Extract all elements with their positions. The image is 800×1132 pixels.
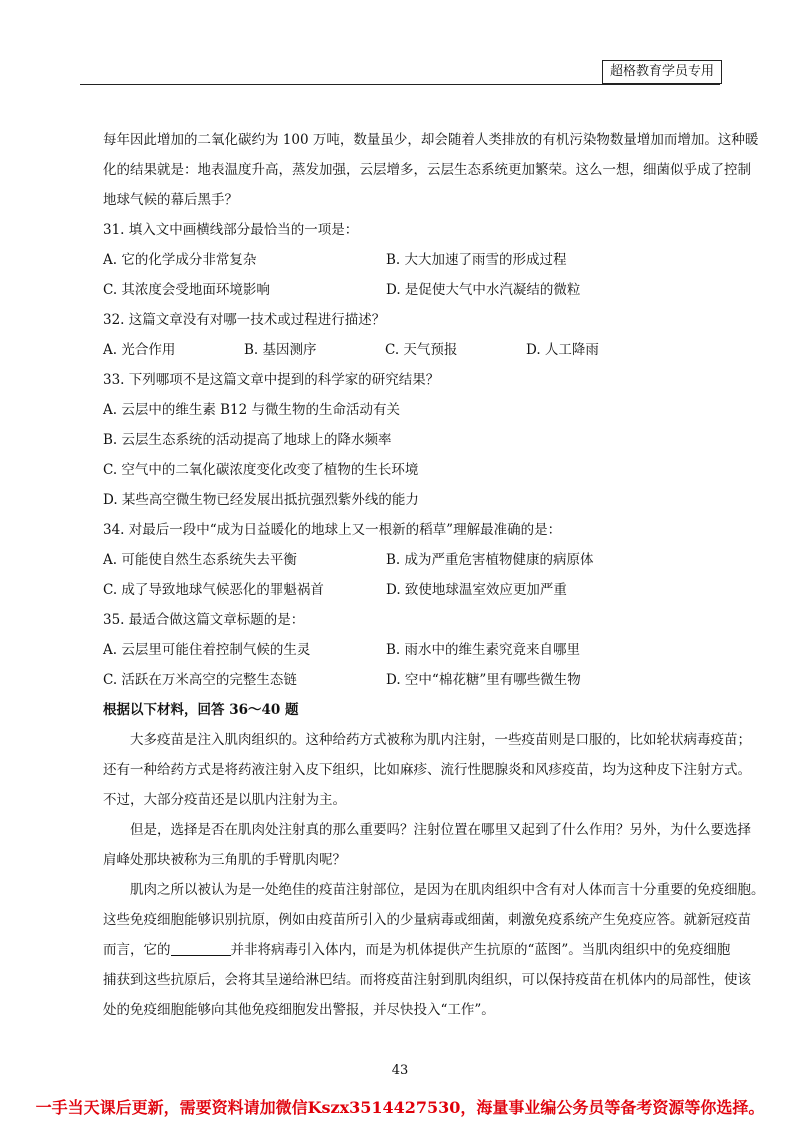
- passage2-line: 不过，大部分疫苗还是以肌内注射为主。: [103, 792, 346, 808]
- text-after-blank: 并非将病毒引入体内，而是为机体提供产生抗原的“蓝图”。当肌肉组织中的免疫细胞: [230, 942, 731, 958]
- option-c: C. 活跃在万米高空的完整生态链: [103, 672, 297, 688]
- passage2-line: 但是，选择是否在肌肉处注射真的那么重要吗？注射位置在哪里又起到了什么作用？另外，为什么要选择: [130, 822, 751, 838]
- question-31-options-row: [103, 245, 723, 275]
- option-b: B. 雨水中的维生素究竟来自哪里: [386, 642, 581, 658]
- option-d: D. 是促使大气中水汽凝结的微粒: [386, 282, 581, 298]
- option-b: B. 大大加速了雨雪的形成过程: [386, 252, 567, 268]
- passage2-line: 还有一种给药方式是将药液注射入皮下组织，比如麻疹、流行性腮腺炎和风疹疫苗，均为这种皮下注射方式。: [103, 762, 751, 778]
- option-d: D. 致使地球温室效应更加严重: [386, 582, 567, 598]
- passage2-line: 肌肉之所以被认为是一处绝佳的疫苗注射部位，是因为在肌肉组织中含有对人体而言十分重要的免疫细胞。: [130, 882, 765, 898]
- option-c: C. 天气预报: [385, 342, 458, 358]
- question-32-stem: 32. 这篇文章没有对哪一技术或过程进行描述？: [103, 312, 386, 328]
- passage2-line: 捕获到这些抗原后，会将其呈递给淋巴结。而将疫苗注射到肌肉组织，可以保持疫苗在机体内的局部性，使该: [103, 972, 751, 988]
- question-31-stem: 31. 填入文中画横线部分最恰当的一项是：: [103, 222, 359, 238]
- option-a: A. 云层中的维生素 B12 与微生物的生命活动有关: [103, 402, 401, 418]
- option-c: C. 其浓度会受地面环境影响: [103, 282, 270, 298]
- option-a: A. 云层里可能住着控制气候的生灵: [103, 642, 311, 658]
- option-d: D. 空中“棉花糖”里有哪些微生物: [386, 672, 581, 688]
- option-a: A. 它的化学成分非常复杂: [103, 252, 257, 268]
- section-heading: 根据以下材料，回答 36～40 题: [103, 702, 299, 718]
- option-b: B. 成为严重危害植物健康的病原体: [386, 552, 594, 568]
- question-34-options-row: [103, 545, 723, 575]
- passage2-line: 肩峰处那块被称为三角肌的手臂肌肉呢？: [103, 852, 346, 868]
- option-d: D. 人工降雨: [526, 342, 599, 358]
- question-35-options-row: [103, 635, 723, 665]
- document-body: [103, 125, 765, 1025]
- option-b: B. 云层生态系统的活动提高了地球上的降水频率: [103, 432, 392, 448]
- passage-line: 地球气候的幕后黑手？: [103, 192, 238, 208]
- question-34-options-row: [103, 575, 723, 605]
- passage-line: 化的结果就是：地表温度升高，蒸发加强，云层增多，云层生态系统更加繁荣。这么一想，细菌似乎成了控制: [103, 162, 751, 178]
- option-c: C. 空气中的二氧化碳浓度变化改变了植物的生长环境: [103, 462, 419, 478]
- option-a: A. 光合作用: [103, 342, 176, 358]
- passage2-line: 这些免疫细胞能够识别抗原，例如由疫苗所引入的少量病毒或细菌，刺激免疫系统产生免疫应答。就新冠疫苗: [103, 912, 751, 928]
- question-34-stem: 34. 对最后一段中“成为日益暖化的地球上又一根新的稻草”理解最准确的是：: [103, 522, 562, 538]
- question-35-stem: 35. 最适合做这篇文章标题的是：: [103, 612, 305, 628]
- question-33-stem: 33. 下列哪项不是这篇文章中提到的科学家的研究结果？: [103, 372, 440, 388]
- fill-in-blank: [171, 939, 231, 956]
- question-32-options-row: [103, 335, 723, 365]
- header-stamp: 超格教育学员专用: [602, 60, 722, 84]
- passage2-line: 处的免疫细胞能够向其他免疫细胞发出警报，并尽快投入“工作”。: [103, 1002, 495, 1018]
- footer-notice: 一手当天课后更新，需要资料请加微信Kszx3514427530，海量事业编公务员等备考资源等你选择。: [35, 1098, 765, 1117]
- question-35-options-row: [103, 665, 723, 695]
- text-before-blank: 而言，它的: [103, 942, 171, 958]
- passage-line: 每年因此增加的二氧化碳约为 100 万吨，数量虽少，却会随着人类排放的有机污染物数量增加而增加。这种暖: [103, 132, 759, 148]
- page-number: 43: [391, 1063, 409, 1078]
- option-b: B. 基因测序: [244, 342, 317, 358]
- passage2-line-with-blank: [103, 935, 731, 965]
- passage2-line: 大多疫苗是注入肌肉组织的。这种给药方式被称为肌内注射，一些疫苗则是口服的，比如轮状病毒疫苗；: [130, 732, 751, 748]
- option-a: A. 可能使自然生态系统失去平衡: [103, 552, 297, 568]
- question-31-options-row: [103, 275, 723, 305]
- option-c: C. 成了导致地球气候恶化的罪魁祸首: [103, 582, 324, 598]
- option-d: D. 某些高空微生物已经发展出抵抗强烈紫外线的能力: [103, 492, 419, 508]
- header-rule: [80, 84, 720, 85]
